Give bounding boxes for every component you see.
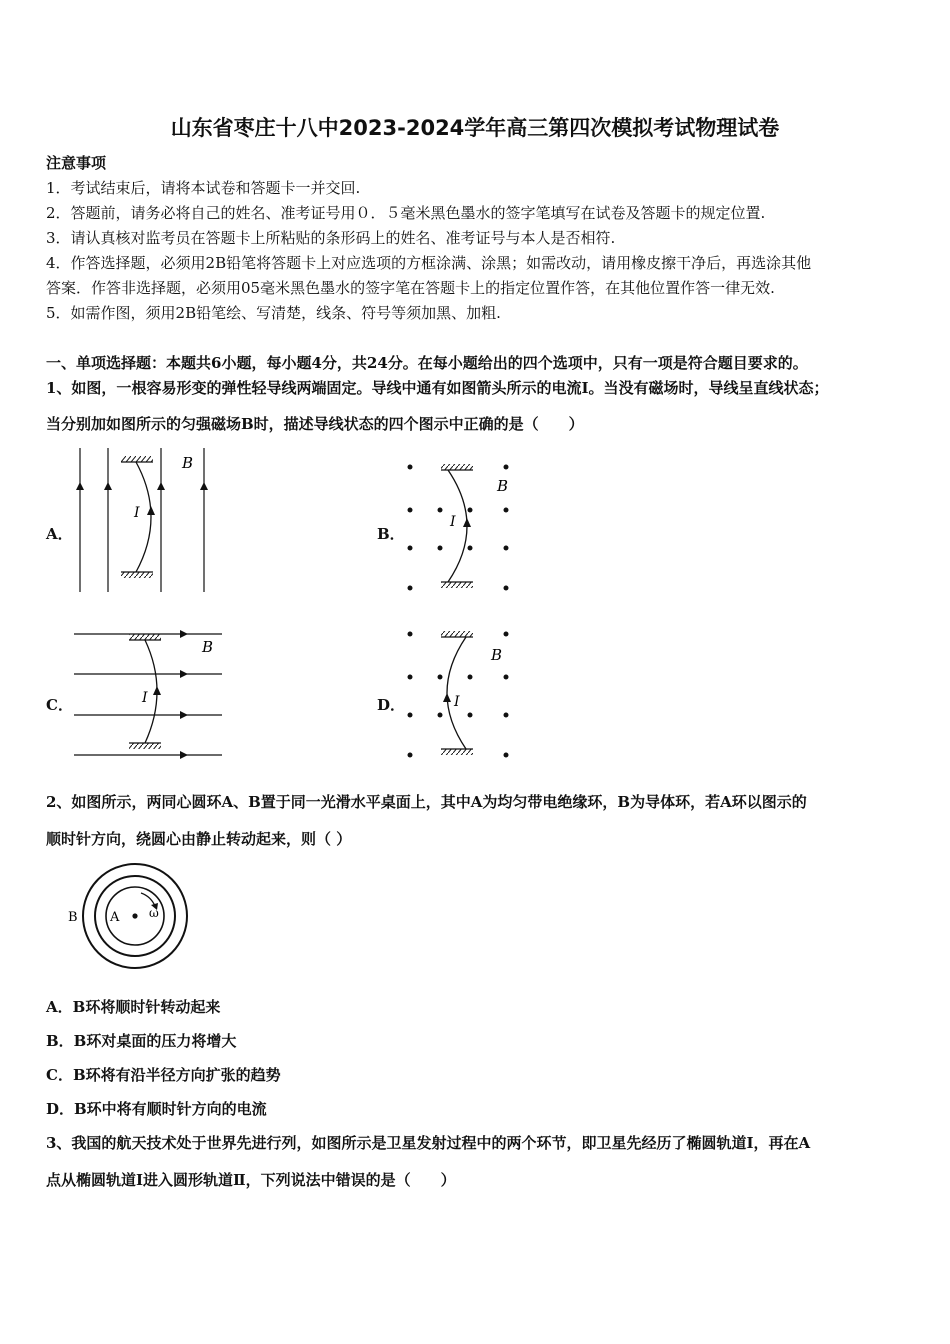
q3-stem-line2: 点从椭圆轨道Ⅰ进入圆形轨道Ⅱ，下列说法中错误的是（ ） (46, 1171, 456, 1189)
q1-figure-d (398, 627, 518, 762)
q1-option-a-label: A． (46, 525, 73, 543)
q1-stem-line2: 当分别加如图所示的匀强磁场B时，描述导线状态的四个图示中正确的是（ ） (46, 415, 584, 433)
q2-stem-line2: 顺时针方向，绕圆心由静止转动起来，则（ ） (46, 830, 352, 848)
field-label: B (497, 477, 509, 495)
omega-label: ω (149, 906, 159, 920)
ring-b-label: B (68, 910, 78, 925)
q1-figure-c (72, 625, 227, 760)
q3-stem-line1: 3、我国的航天技术处于世界先进行列，如图所示是卫星发射过程中的两个环节，即卫星先经历了椭圆轨道Ⅰ，再在A (46, 1134, 811, 1152)
q1-option-d-label: D． (377, 696, 406, 714)
notice-item: 5．如需作图，须用2B铅笔绘、写清楚，线条、符号等须加黑、加粗. (46, 304, 501, 322)
notice-heading: 注意事项 (46, 154, 107, 172)
section-heading: 一、单项选择题：本题共6小题，每小题4分，共24分。在每小题给出的四个选项中，只有一项是符合题目要求的。 (46, 354, 808, 372)
q1-stem-line1: 1、如图，一根容易形变的弹性轻导线两端固定。导线中通有如图箭头所示的电流I。当没有磁场时，导线呈直线状态； (46, 379, 829, 397)
q1-figure-b (398, 460, 518, 595)
current-label: I (134, 505, 140, 521)
field-label: B (182, 454, 194, 472)
ring-a-label: A (110, 910, 120, 925)
q2-figure-rings (62, 858, 192, 974)
current-label: I (454, 694, 460, 710)
q2-stem-line1: 2、如图所示，两同心圆环A、B置于同一光滑水平桌面上，其中A为均匀带电绝缘环，B为导体环，若A环以图示的 (46, 793, 807, 811)
field-label: B (491, 646, 503, 664)
notice-item: 答案．作答非选择题，必须用05毫米黑色墨水的签字笔在答题卡上的指定位置作答，在其他位置作答一律无效. (46, 279, 775, 297)
notice-item: 4．作答选择题，必须用2B铅笔将答题卡上对应选项的方框涂满、涂黑；如需改动，请用橡皮擦干净后，再选涂其他 (46, 254, 812, 272)
notice-item: 2．答题前，请务必将自己的姓名、准考证号用０．５毫米黑色墨水的签字笔填写在试卷及答题卡的规定位置. (46, 204, 766, 222)
current-label: I (142, 690, 148, 706)
q1-option-c-label: C． (46, 696, 73, 714)
page-title: 山东省枣庄十八中2023-2024学年高三第四次模拟考试物理试卷 (170, 116, 780, 140)
notice-item: 3．请认真核对监考员在答题卡上所粘贴的条形码上的姓名、准考证号与本人是否相符. (46, 229, 616, 247)
q2-option-d: D．B环中将有顺时针方向的电流 (46, 1100, 267, 1118)
current-label: I (450, 514, 456, 530)
q1-option-b-label: B． (377, 525, 405, 543)
q2-option-b: B．B环对桌面的压力将增大 (46, 1032, 237, 1050)
q1-figure-a (66, 444, 226, 594)
q2-option-c: C．B环将有沿半径方向扩张的趋势 (46, 1066, 281, 1084)
notice-item: 1．考试结束后，请将本试卷和答题卡一并交回. (46, 179, 361, 197)
q2-option-a: A．B环将顺时针转动起来 (46, 998, 221, 1016)
field-label: B (202, 638, 214, 656)
